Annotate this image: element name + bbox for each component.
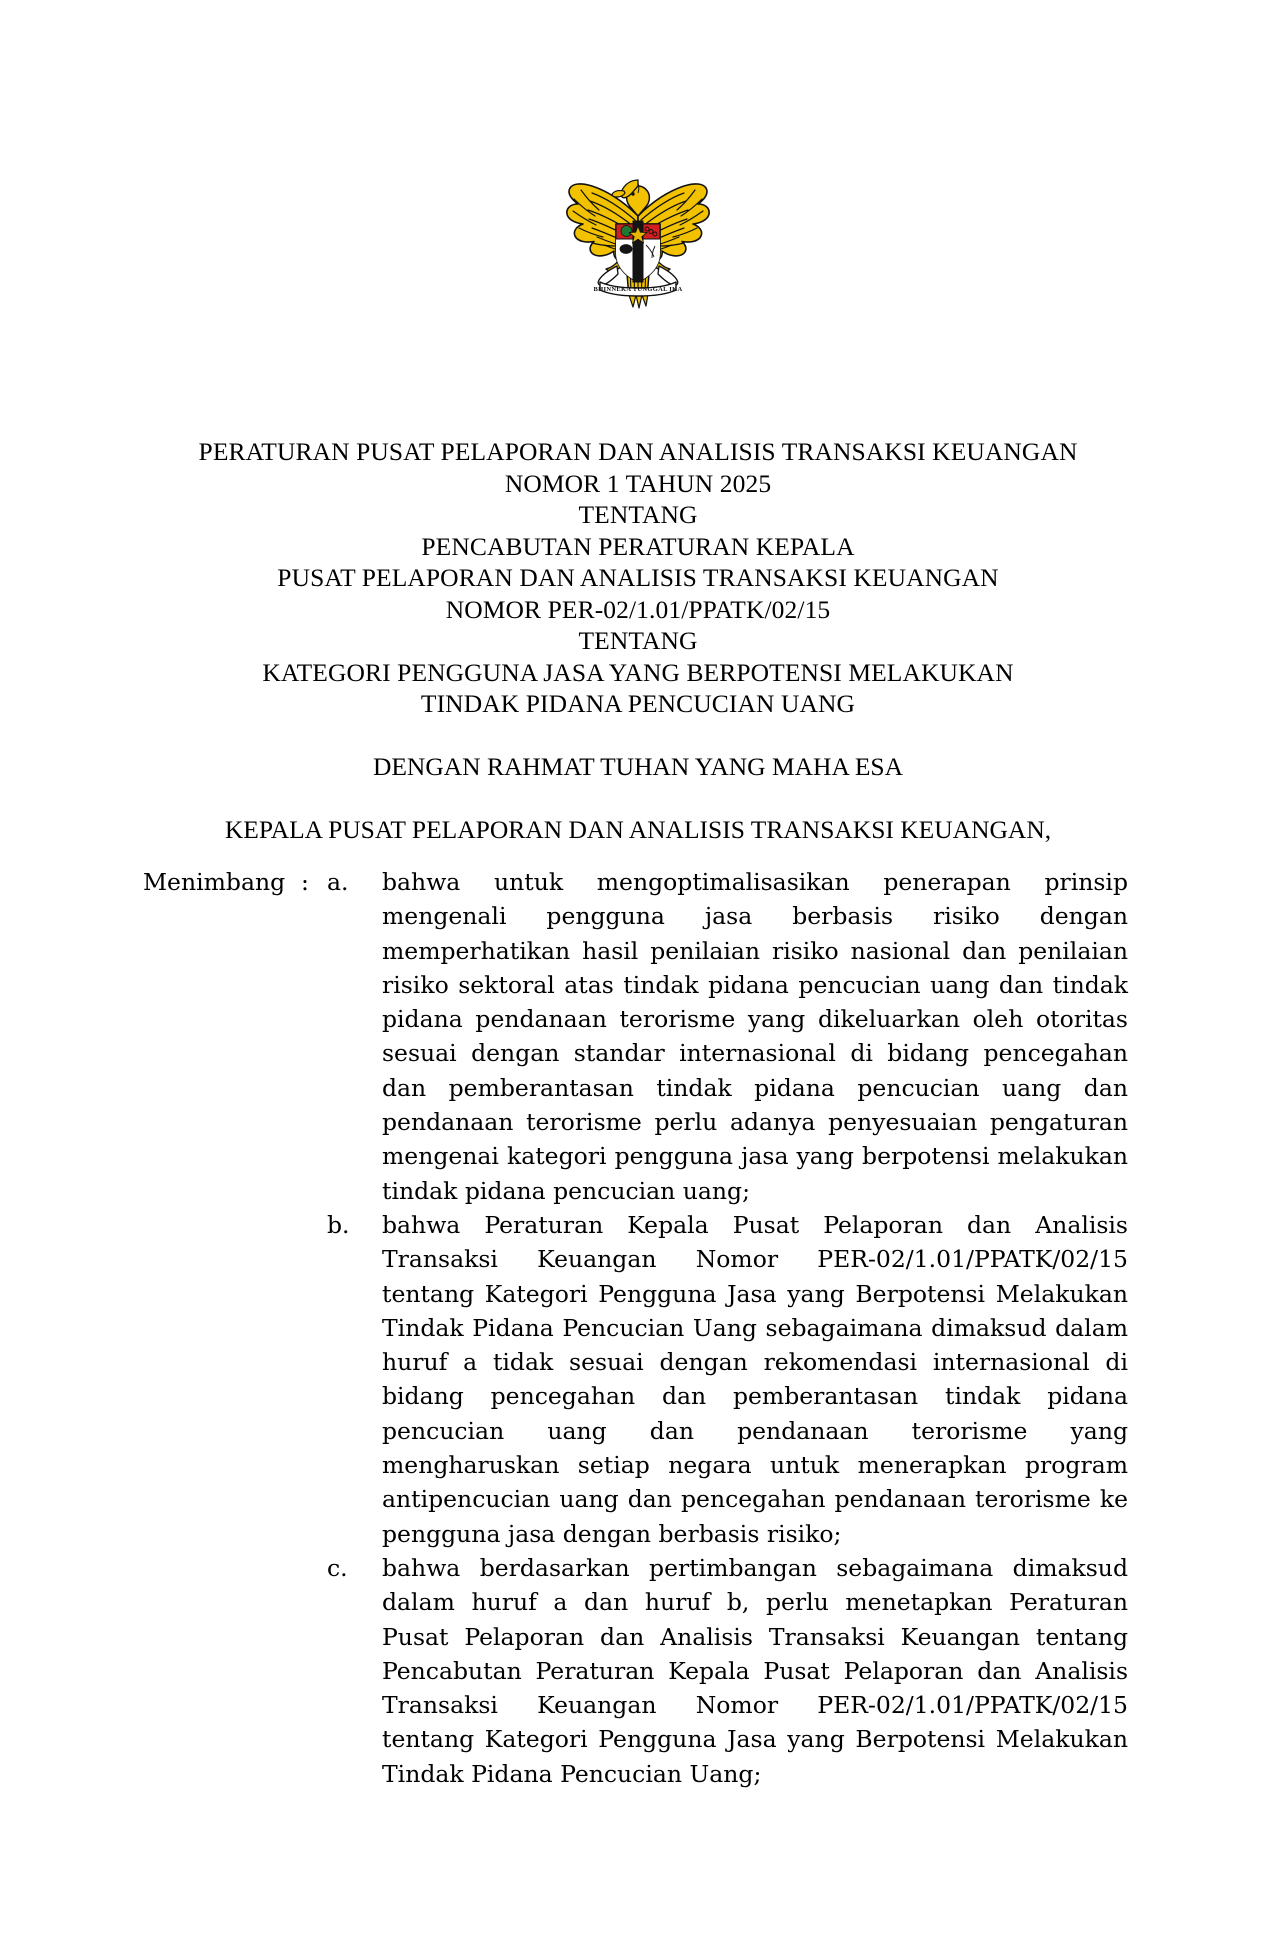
list-item <box>327 865 1128 1208</box>
considering-item-text-a: bahwa untuk mengoptimalisasikan penerapan prinsip mengenali pengguna jasa berbasis risiko dengan memperhatikan hasil penilaian risiko nasional dan penilaian risiko sektoral atas tindak pidana pencucian uang dan tindak pidana pendanaan terorisme yang dikeluarkan oleh otoritas sesuai dengan standar internasional di bidang pencegahan dan pemberantasan tindak pidana pencucian uang dan pendanaan terorisme perlu adanya penyesuaian pengaturan mengenai kategori pengguna jasa yang berpotensi melakukan tindak pidana pencucian uang; <box>382 868 1128 1205</box>
authority-line: KEPALA PUSAT PELAPORAN DAN ANALISIS TRANSAKSI KEUANGAN, <box>224 815 1052 844</box>
garuda-pancasila-emblem <box>0 168 1276 311</box>
title-spacer-1 <box>128 720 1148 752</box>
title-line-2: NOMOR 1 TAHUN 2025 <box>504 468 772 498</box>
emblem-shield <box>616 221 660 282</box>
list-item <box>327 1208 1128 1551</box>
blessing-line: DENGAN RAHMAT TUHAN YANG MAHA ESA <box>372 752 904 781</box>
considering-label: Menimbang <box>143 868 286 896</box>
emblem-motto-text: BHINNEKA TUNGGAL IKA <box>593 286 683 293</box>
shield-quadrant-banyan <box>621 226 632 237</box>
considering-item-text-c: bahwa berdasarkan pertimbangan sebagaimana dimaksud dalam huruf a dan huruf b, perlu menetapkan Peraturan Pusat Pelaporan dan Analisis Transaksi Keuangan tentang Pencabutan Peraturan Kepala Pusat Pelaporan dan Analisis Transaksi Keuangan Nomor PER-02/1.01/PPATK/02/15 tentang Kategori Pengguna Jasa yang Berpotensi Melakukan Tindak Pidana Pencucian Uang; <box>382 1553 1128 1788</box>
considering-items <box>327 865 1276 1791</box>
shield-quadrant-bull <box>620 245 632 254</box>
title-line-9: TINDAK PIDANA PENCUCIAN UANG <box>420 689 856 718</box>
title-line-5: PUSAT PELAPORAN DAN ANALISIS TRANSAKSI KEUANGAN <box>277 563 999 592</box>
considering-item-marker-b: b. <box>327 1210 350 1239</box>
considering-item-text-b: bahwa Peraturan Kepala Pusat Pelaporan dan Analisis Transaksi Keuangan Nomor PER-02/1.01/PPATK/02/15 tentang Kategori Pengguna Jasa yang Berpotensi Melakukan Tindak Pidana Pencucian Uang sebagaimana dimaksud dalam huruf a tidak sesuai dengan rekomendasi internasional di bidang pencegahan dan pemberantasan tindak pidana pencucian uang dan pendanaan terorisme yang mengharuskan setiap negara untuk menerapkan program antipencucian uang dan pencegahan pendanaan terorisme ke pengguna jasa dengan berbasis risiko; <box>382 1210 1128 1548</box>
title-spacer-2 <box>128 783 1148 815</box>
title-line-7: TENTANG <box>578 626 698 655</box>
considering-section <box>0 865 1276 1791</box>
title-line-3: TENTANG <box>578 500 698 529</box>
title-line-1: PERATURAN PUSAT PELAPORAN DAN ANALISIS TRANSAKSI KEUANGAN <box>198 437 1078 466</box>
list-item <box>327 1551 1128 1791</box>
considering-colon: : <box>301 868 309 896</box>
considering-item-marker-a: a. <box>327 868 349 896</box>
title-block <box>128 436 1148 846</box>
title-line-6: NOMOR PER-02/1.01/PPATK/02/15 <box>445 594 831 624</box>
title-line-8: KATEGORI PENGGUNA JASA YANG BERPOTENSI MELAKUKAN <box>262 657 1014 687</box>
considering-row <box>0 865 1276 1791</box>
considering-item-marker-c: c. <box>327 1553 348 1582</box>
title-line-4: PENCABUTAN PERATURAN KEPALA <box>421 531 855 561</box>
